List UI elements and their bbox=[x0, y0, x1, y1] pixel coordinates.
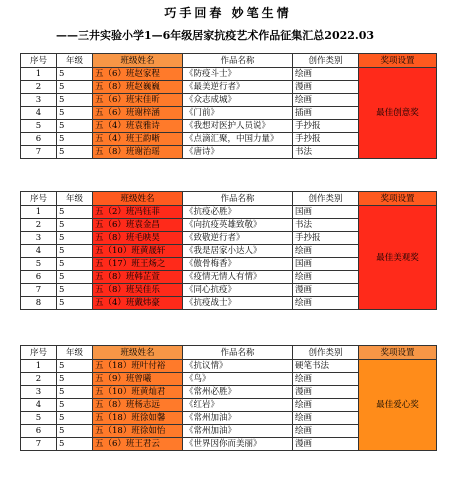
row-index: 1 bbox=[21, 360, 57, 373]
row-class-name: 五（8）班毛映昊 bbox=[93, 232, 183, 245]
row-work-title: 《同心抗疫》 bbox=[183, 284, 293, 297]
row-grade: 5 bbox=[57, 94, 93, 107]
column-header: 年级 bbox=[57, 346, 93, 360]
row-category: 绘画 bbox=[293, 94, 359, 107]
row-work-title: 《疫情无情人有情》 bbox=[183, 271, 293, 284]
row-class-name: 五（8）班吴佳乐 bbox=[93, 284, 183, 297]
row-work-title: 《我是居家小达人》 bbox=[183, 245, 293, 258]
row-class-name: 五（10）班黄晟轩 bbox=[93, 245, 183, 258]
row-grade: 5 bbox=[57, 68, 93, 81]
row-class-name: 五（6）班赵家程 bbox=[93, 68, 183, 81]
row-work-title: 《抗疫战士》 bbox=[183, 297, 293, 310]
row-index: 7 bbox=[21, 284, 57, 297]
row-category: 国画 bbox=[293, 258, 359, 271]
row-category: 手抄报 bbox=[293, 232, 359, 245]
row-class-name: 五（4）班王韵晰 bbox=[93, 133, 183, 146]
row-class-name: 五（6）班王君云 bbox=[93, 438, 183, 451]
row-category: 绘画 bbox=[293, 68, 359, 81]
row-category: 绘画 bbox=[293, 373, 359, 386]
row-class-name: 五（10）班黄灿君 bbox=[93, 386, 183, 399]
column-header: 班级姓名 bbox=[93, 54, 183, 68]
row-index: 6 bbox=[21, 425, 57, 438]
award-table-creative bbox=[20, 53, 437, 159]
row-work-title: 《防疫斗士》 bbox=[183, 68, 293, 81]
row-category: 漫画 bbox=[293, 386, 359, 399]
row-class-name: 五（17）班王炀之 bbox=[93, 258, 183, 271]
row-class-name: 五（18）班徐如怡 bbox=[93, 425, 183, 438]
row-class-name: 五（4）班袁雅诗 bbox=[93, 120, 183, 133]
row-category: 书法 bbox=[293, 146, 359, 159]
row-index: 2 bbox=[21, 219, 57, 232]
column-header: 创作类别 bbox=[293, 192, 359, 206]
column-header: 班级姓名 bbox=[93, 192, 183, 206]
award-name: 最佳创意奖 bbox=[359, 68, 437, 159]
row-index: 6 bbox=[21, 133, 57, 146]
column-header: 创作类别 bbox=[293, 346, 359, 360]
row-category: 插画 bbox=[293, 107, 359, 120]
row-index: 2 bbox=[21, 373, 57, 386]
award-table-beauty bbox=[20, 191, 437, 310]
column-header: 年级 bbox=[57, 54, 93, 68]
row-work-title: 《向抗疫英雄致敬》 bbox=[183, 219, 293, 232]
row-grade: 5 bbox=[57, 360, 93, 373]
row-work-title: 《常州加油》 bbox=[183, 412, 293, 425]
row-index: 3 bbox=[21, 386, 57, 399]
table-header-row bbox=[21, 54, 437, 68]
row-grade: 5 bbox=[57, 373, 93, 386]
row-grade: 5 bbox=[57, 232, 93, 245]
row-category: 漫画 bbox=[293, 438, 359, 451]
row-work-title: 《红岩》 bbox=[183, 399, 293, 412]
row-grade: 5 bbox=[57, 219, 93, 232]
row-index: 5 bbox=[21, 412, 57, 425]
row-category: 漫画 bbox=[293, 81, 359, 94]
row-index: 1 bbox=[21, 206, 57, 219]
row-index: 4 bbox=[21, 399, 57, 412]
row-class-name: 五（6）班宋佳昕 bbox=[93, 94, 183, 107]
row-category: 绘画 bbox=[293, 425, 359, 438]
row-category: 手抄报 bbox=[293, 120, 359, 133]
page-title: 巧手回春 妙笔生情 bbox=[164, 6, 292, 20]
column-header: 奖项设置 bbox=[359, 54, 437, 68]
row-index: 3 bbox=[21, 94, 57, 107]
column-header: 班级姓名 bbox=[93, 346, 183, 360]
column-header: 序号 bbox=[21, 346, 57, 360]
row-index: 5 bbox=[21, 120, 57, 133]
row-category: 手抄报 bbox=[293, 133, 359, 146]
row-grade: 5 bbox=[57, 120, 93, 133]
row-grade: 5 bbox=[57, 438, 93, 451]
row-class-name: 五（2）班冯钰菲 bbox=[93, 206, 183, 219]
row-class-name: 五（6）班袁金昌 bbox=[93, 219, 183, 232]
row-class-name: 五（8）班谢治瑶 bbox=[93, 146, 183, 159]
row-grade: 5 bbox=[57, 284, 93, 297]
row-grade: 5 bbox=[57, 206, 93, 219]
row-grade: 5 bbox=[57, 399, 93, 412]
column-header: 奖项设置 bbox=[359, 346, 437, 360]
row-category: 绘画 bbox=[293, 399, 359, 412]
row-grade: 5 bbox=[57, 425, 93, 438]
row-grade: 5 bbox=[57, 258, 93, 271]
row-grade: 5 bbox=[57, 146, 93, 159]
row-category: 书法 bbox=[293, 219, 359, 232]
row-index: 6 bbox=[21, 271, 57, 284]
row-work-title: 《鸟》 bbox=[183, 373, 293, 386]
row-class-name: 五（9）班曾曦 bbox=[93, 373, 183, 386]
row-class-name: 五（8）班赵巍巍 bbox=[93, 81, 183, 94]
row-index: 5 bbox=[21, 258, 57, 271]
column-header: 序号 bbox=[21, 192, 57, 206]
row-index: 4 bbox=[21, 245, 57, 258]
row-category: 国画 bbox=[293, 206, 359, 219]
row-work-title: 《最美逆行者》 bbox=[183, 81, 293, 94]
row-work-title: 《门前》 bbox=[183, 107, 293, 120]
column-header: 作品名称 bbox=[183, 192, 293, 206]
row-index: 3 bbox=[21, 232, 57, 245]
row-index: 4 bbox=[21, 107, 57, 120]
row-work-title: 《唐诗》 bbox=[183, 146, 293, 159]
row-work-title: 《抗议情》 bbox=[183, 360, 293, 373]
row-class-name: 五（8）班杨志远 bbox=[93, 399, 183, 412]
row-category: 硬笔书法 bbox=[293, 360, 359, 373]
table-row bbox=[21, 206, 437, 219]
row-grade: 5 bbox=[57, 245, 93, 258]
column-header: 序号 bbox=[21, 54, 57, 68]
table-header-row bbox=[21, 192, 437, 206]
row-work-title: 《点滴汇聚，中国力量》 bbox=[183, 133, 293, 146]
row-grade: 5 bbox=[57, 271, 93, 284]
award-name: 最佳美观奖 bbox=[359, 206, 437, 310]
page-subtitle: ——三井实验小学1—6年级居家抗疫艺术作品征集汇总2022.03 bbox=[56, 29, 375, 42]
award-name: 最佳爱心奖 bbox=[359, 360, 437, 451]
row-work-title: 《常州加油》 bbox=[183, 425, 293, 438]
row-index: 7 bbox=[21, 146, 57, 159]
column-header: 创作类别 bbox=[293, 54, 359, 68]
row-class-name: 五（4）班戴炜豪 bbox=[93, 297, 183, 310]
row-work-title: 《致敬逆行者》 bbox=[183, 232, 293, 245]
row-grade: 5 bbox=[57, 81, 93, 94]
row-work-title: 《抗疫必胜》 bbox=[183, 206, 293, 219]
row-grade: 5 bbox=[57, 386, 93, 399]
award-table-love bbox=[20, 345, 437, 451]
table-header-row bbox=[21, 346, 437, 360]
column-header: 奖项设置 bbox=[359, 192, 437, 206]
table-row bbox=[21, 360, 437, 373]
row-class-name: 五（6）班谢梓涵 bbox=[93, 107, 183, 120]
row-category: 绘画 bbox=[293, 271, 359, 284]
row-grade: 5 bbox=[57, 297, 93, 310]
row-category: 漫画 bbox=[293, 284, 359, 297]
row-grade: 5 bbox=[57, 133, 93, 146]
row-category: 绘画 bbox=[293, 297, 359, 310]
column-header: 年级 bbox=[57, 192, 93, 206]
row-class-name: 五（18）班叶付裕 bbox=[93, 360, 183, 373]
row-class-name: 五（8）班韩芷萱 bbox=[93, 271, 183, 284]
row-work-title: 《傲骨梅香》 bbox=[183, 258, 293, 271]
row-work-title: 《世界因你而美丽》 bbox=[183, 438, 293, 451]
table-row bbox=[21, 68, 437, 81]
row-index: 1 bbox=[21, 68, 57, 81]
row-index: 7 bbox=[21, 438, 57, 451]
row-grade: 5 bbox=[57, 412, 93, 425]
row-index: 2 bbox=[21, 81, 57, 94]
row-work-title: 《常州必胜》 bbox=[183, 386, 293, 399]
row-index: 8 bbox=[21, 297, 57, 310]
row-grade: 5 bbox=[57, 107, 93, 120]
row-class-name: 五（18）班徐如馨 bbox=[93, 412, 183, 425]
row-category: 绘画 bbox=[293, 245, 359, 258]
column-header: 作品名称 bbox=[183, 54, 293, 68]
row-work-title: 《我想对医护人员说》 bbox=[183, 120, 293, 133]
column-header: 作品名称 bbox=[183, 346, 293, 360]
row-work-title: 《众志成城》 bbox=[183, 94, 293, 107]
row-category: 绘画 bbox=[293, 412, 359, 425]
